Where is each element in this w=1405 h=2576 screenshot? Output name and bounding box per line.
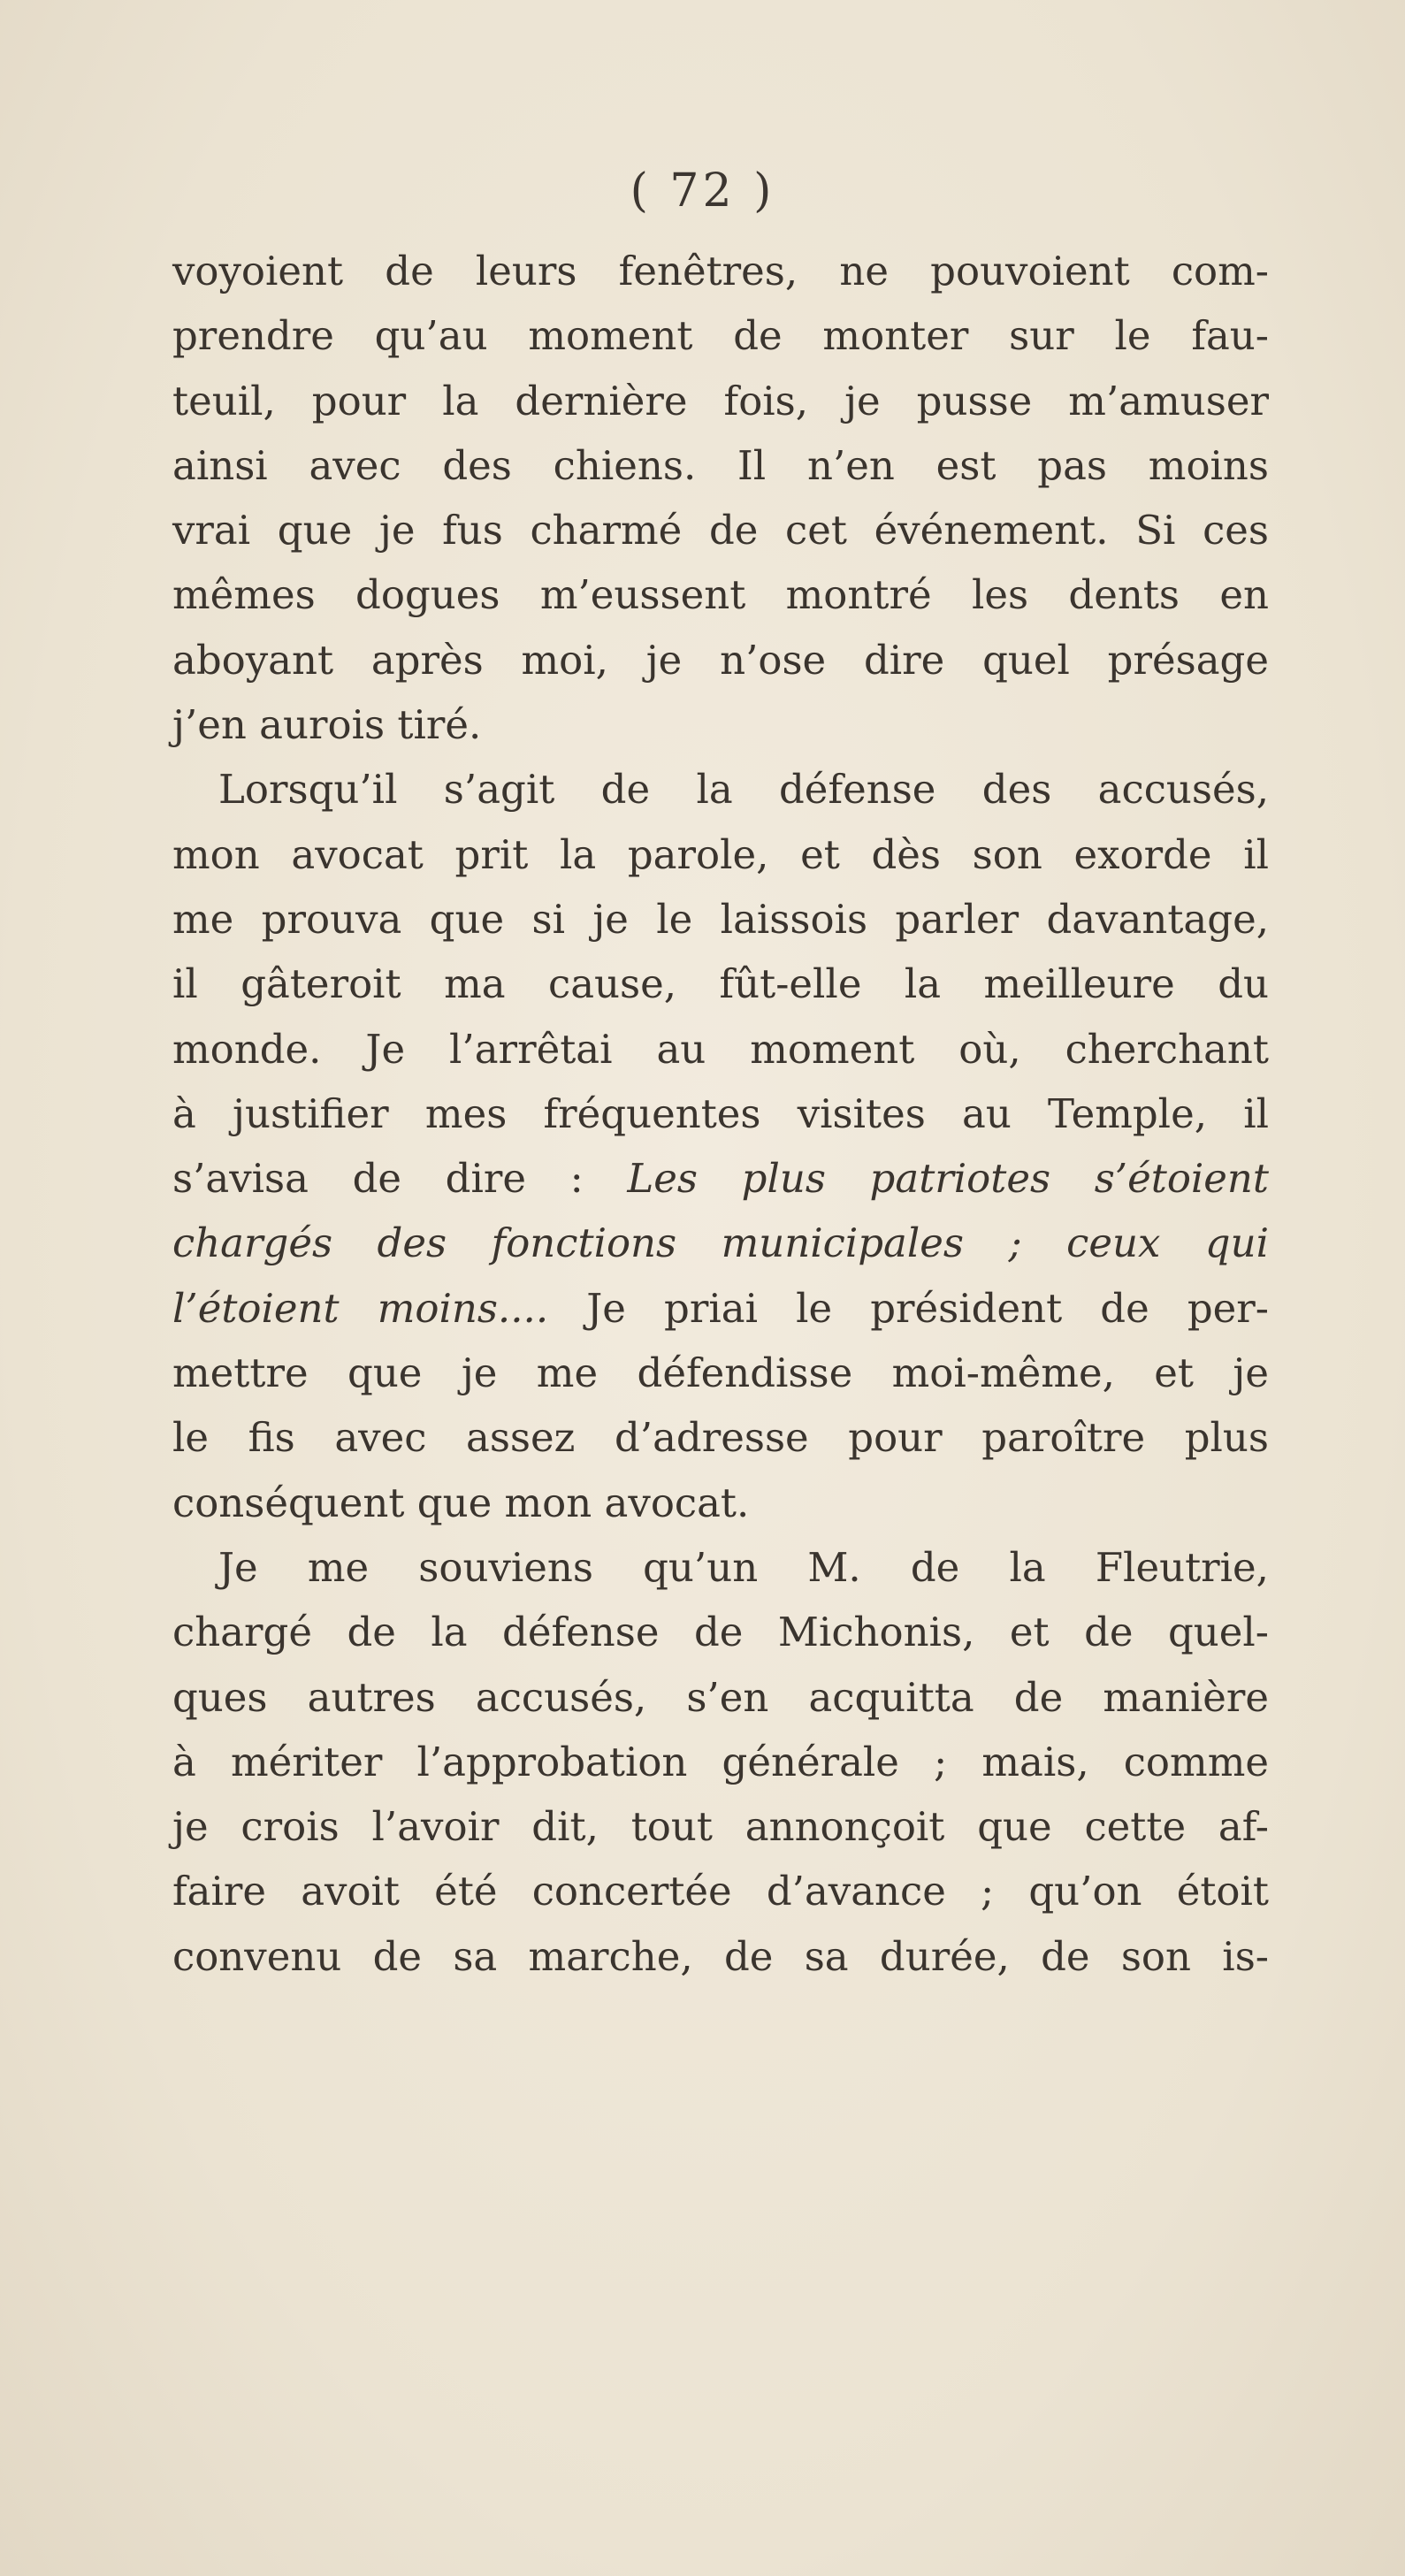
text-line: voyoient de leurs fenêtres, ne pouvoient com-	[172, 248, 1269, 294]
italic-quote: chargés des fonctions municipales ; ceux qui	[172, 1219, 1269, 1267]
text-line: ainsi avec des chiens. Il n’en est pas moins	[172, 441, 1269, 489]
text-line: à mériter l’approbation générale ; mais, comme	[172, 1738, 1269, 1785]
text-line: faire avoit été concertée d’avance ; qu’on étoit	[172, 1868, 1269, 1915]
text-line: mêmes dogues m’eussent montré les dents en	[172, 571, 1269, 619]
text-line: ques autres accusés, s’en acquitta de manière	[172, 1673, 1269, 1721]
text-line: teuil, pour la dernière fois, je pusse m’amuser	[172, 377, 1269, 424]
text-line: mettre que je me défendisse moi-même, et je	[172, 1349, 1269, 1397]
paragraph-start-line: Lorsqu’il s’agit de la défense des accusés,	[218, 766, 1269, 814]
text-line	[172, 1211, 1269, 1275]
text-run: Je priai le président de per-	[548, 1284, 1269, 1332]
text-line: convenu de sa marche, de sa durée, de son is-	[172, 1932, 1269, 1980]
text-line: le fis avec assez d’adresse pour paroître plus	[172, 1414, 1269, 1462]
body-text	[172, 239, 1269, 1989]
text-line	[172, 1146, 1269, 1211]
text-line: monde. Je l’arrêtai au moment où, cherchant	[172, 1025, 1269, 1073]
text-line: vrai que je fus charmé de cet événement. Si ces	[172, 507, 1269, 554]
italic-quote: Les plus patriotes s’étoient	[627, 1155, 1269, 1203]
text-line: mon avocat prit la parole, et dès son exorde il	[172, 830, 1269, 878]
text-line	[172, 1276, 1269, 1341]
text-line: il gâteroit ma cause, fût-elle la meilleure du	[172, 960, 1269, 1008]
text-line: à justifier mes fréquentes visites au Temple, il	[172, 1089, 1269, 1137]
text-line: me prouva que si je le laissois parler davantage,	[172, 895, 1269, 943]
italic-quote: l’étoient moins....	[172, 1284, 549, 1332]
text-line: conséquent que mon avocat.	[172, 1479, 750, 1526]
text-line: prendre qu’au moment de monter sur le fau-	[172, 312, 1269, 360]
text-run: s’avisa de dire :	[172, 1155, 628, 1203]
text-line: chargé de la défense de Michonis, et de quel-	[172, 1609, 1269, 1656]
paragraph-start-line: Je me souviens qu’un M. de la Fleutrie,	[218, 1543, 1269, 1591]
page-number: ( 72 )	[630, 164, 775, 218]
text-line: aboyant après moi, je n’ose dire quel présage	[172, 636, 1269, 684]
text-line: j’en aurois tiré.	[172, 701, 482, 749]
text-line: je crois l’avoir dit, tout annonçoit que cette af-	[172, 1803, 1269, 1851]
